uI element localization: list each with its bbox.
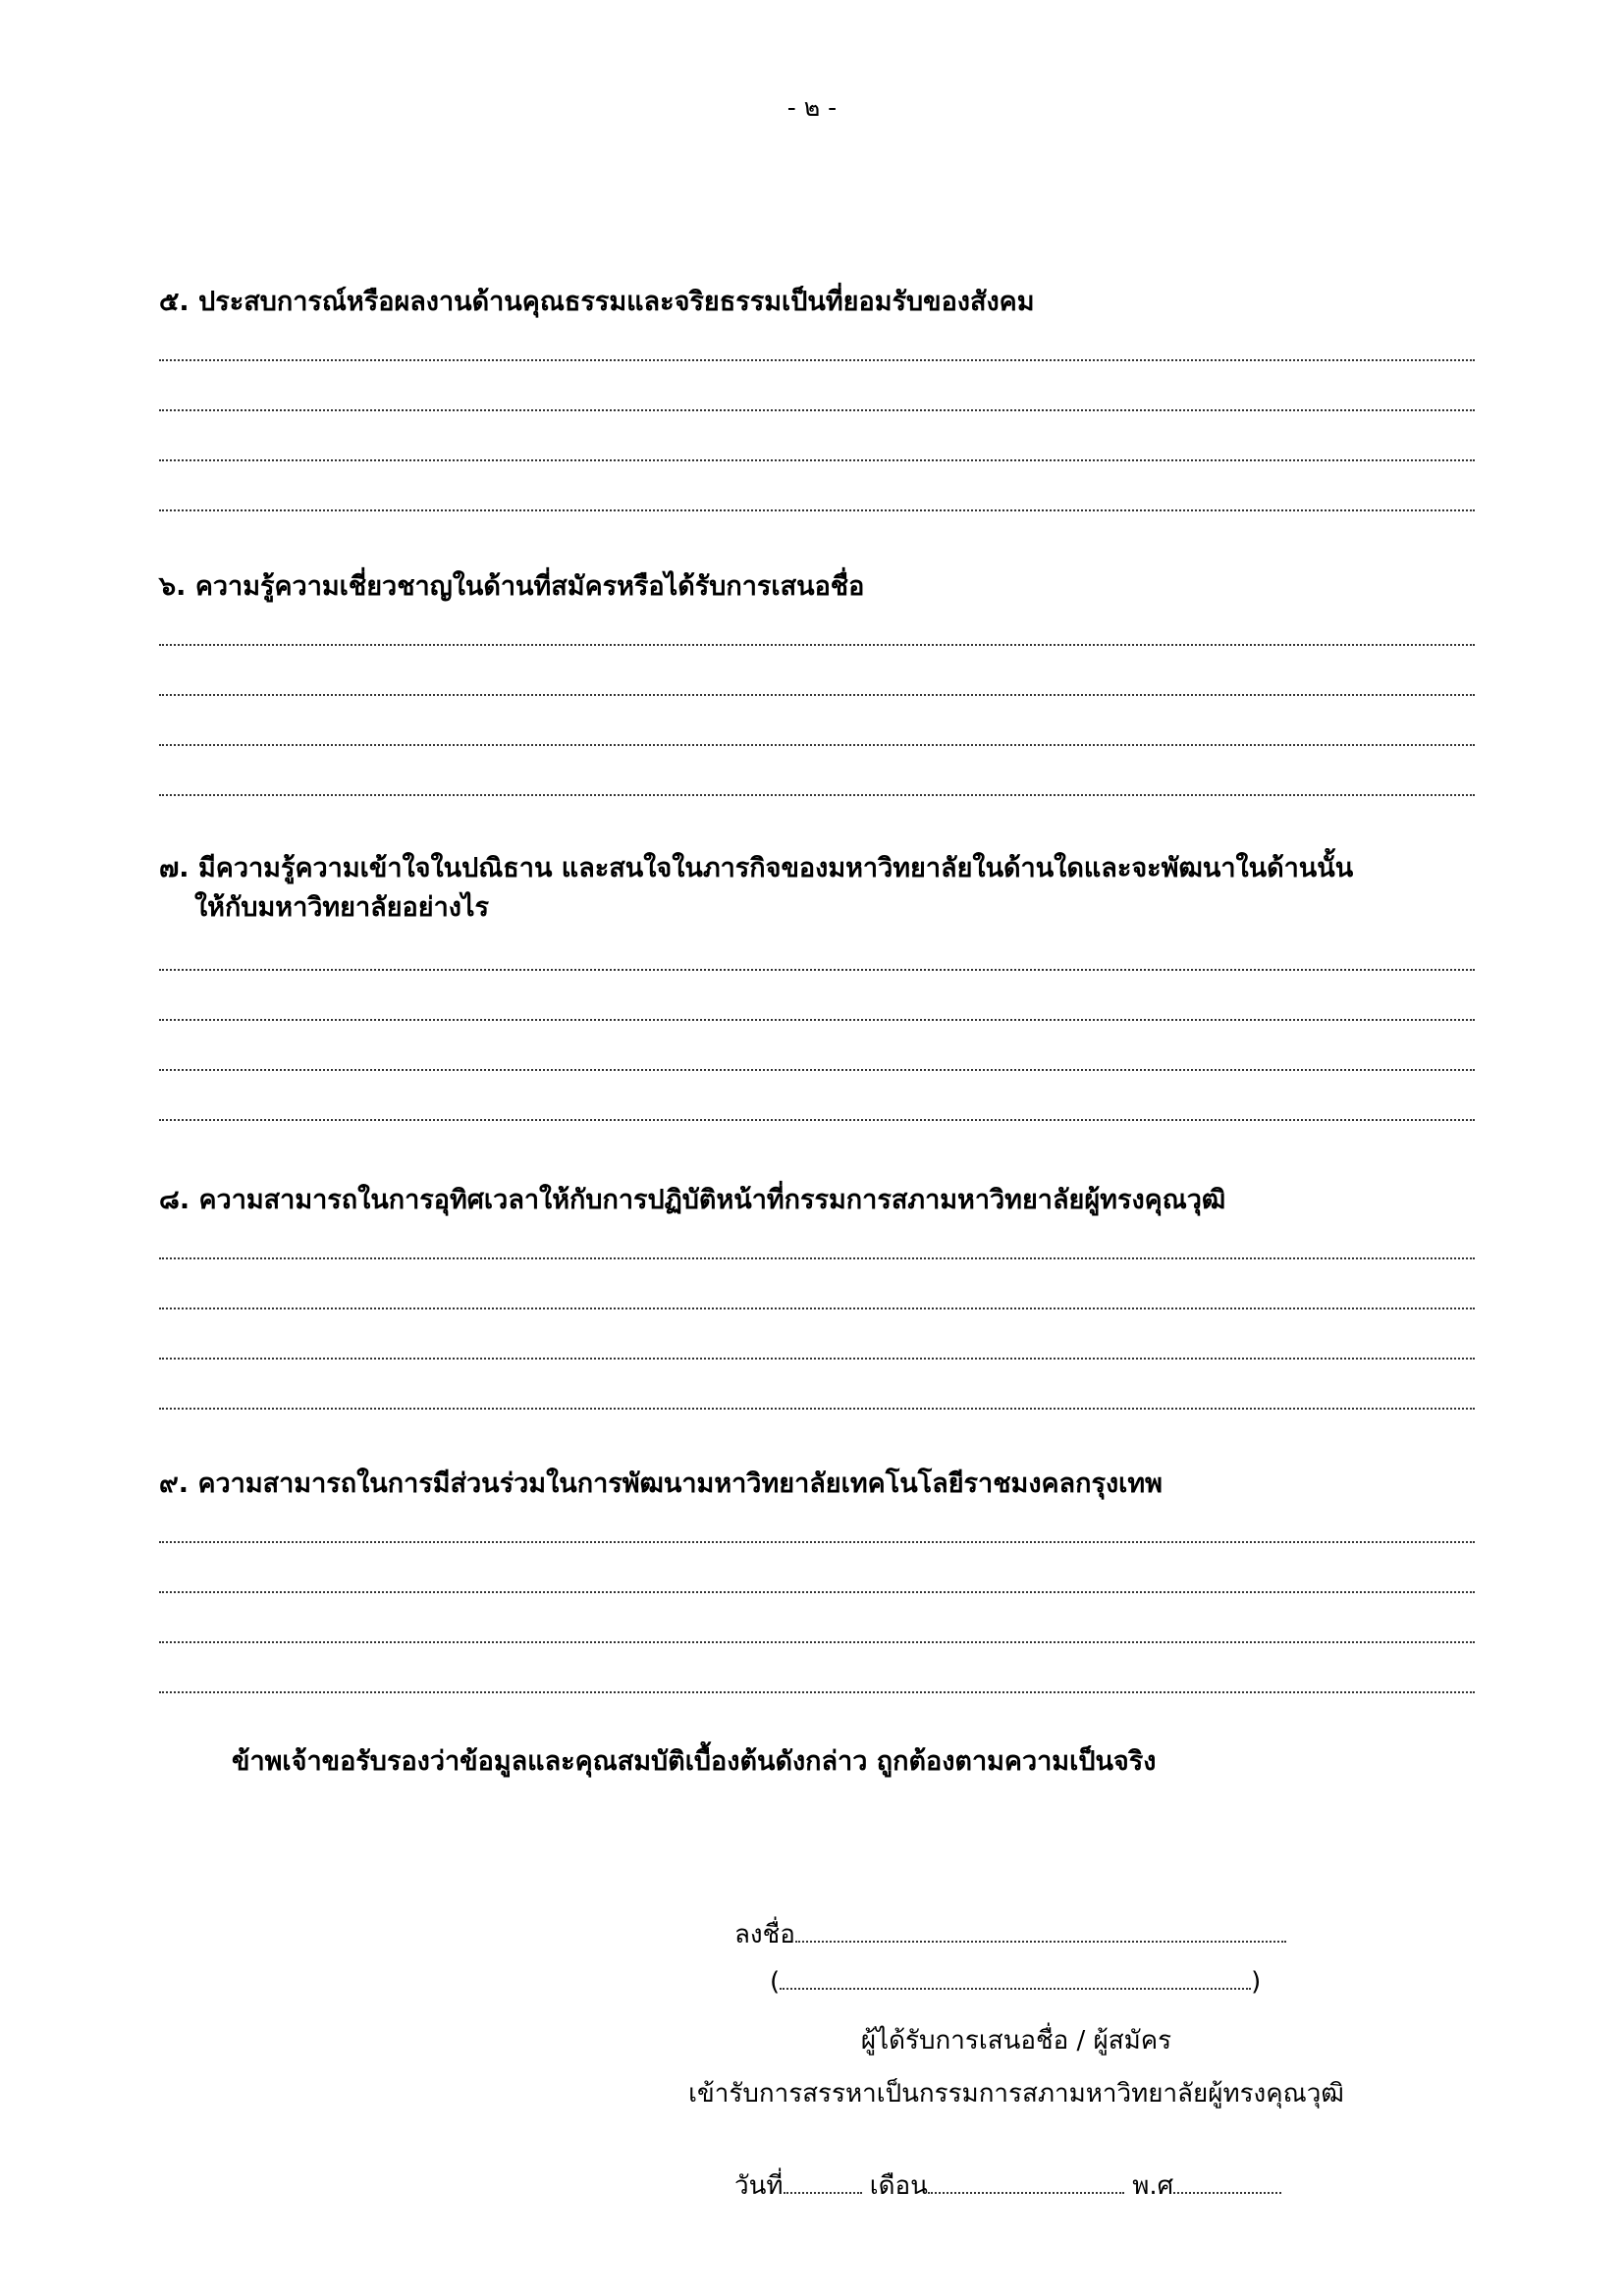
date-field[interactable] <box>784 2172 862 2194</box>
answer-line[interactable] <box>159 509 1475 511</box>
month-label: เดือน <box>869 2171 928 2201</box>
question-text: ความรู้ความเชี่ยวชาญในด้านที่สมัครหรือได้รับการเสนอชื่อ <box>194 571 865 602</box>
question-text: มีความรู้ความเข้าใจในปณิธาน และสนใจในภารกิจของมหาวิทยาลัยในด้านใดและจะพัฒนาในด้านนั้น <box>197 853 1354 883</box>
signature-line <box>734 1914 1286 1954</box>
question-number: ๗. <box>159 853 189 883</box>
question-title-continued: ให้กับมหาวิทยาลัยอย่างไร <box>194 892 489 923</box>
answer-line[interactable] <box>159 359 1475 361</box>
answer-line[interactable] <box>159 969 1475 971</box>
answer-line[interactable] <box>159 1069 1475 1071</box>
question-text: ประสบการณ์หรือผลงานด้านคุณธรรมและจริยธรรมเป็นที่ยอมรับของสังคม <box>198 287 1035 317</box>
signer-role: ผู้ได้รับการเสนอชื่อ / ผู้สมัคร <box>860 2026 1172 2056</box>
close-paren: ) <box>1251 1967 1262 1997</box>
answer-line[interactable] <box>159 409 1475 411</box>
answer-line[interactable] <box>159 459 1475 461</box>
date-label: วันที่ <box>734 2171 784 2201</box>
certification-statement: ข้าพเจ้าขอรับรองว่าข้อมูลและคุณสมบัติเบื้องต้นดังกล่าว ถูกต้องตามความเป็นจริง <box>232 1746 1157 1777</box>
answer-line[interactable] <box>159 1019 1475 1021</box>
open-paren: ( <box>770 1967 781 1997</box>
date-line <box>734 2165 1281 2206</box>
question-7 <box>159 849 1475 928</box>
question-5 <box>159 283 1475 322</box>
question-number: ๕. <box>159 287 189 317</box>
answer-line[interactable] <box>159 1691 1475 1693</box>
answer-line[interactable] <box>159 1358 1475 1360</box>
question-text: ความสามารถในการอุทิศเวลาให้กับการปฏิบัติหน้าที่กรรมการสภามหาวิทยาลัยผู้ทรงคุณวุฒิ <box>198 1185 1226 1215</box>
answer-line[interactable] <box>159 1641 1475 1643</box>
question-title <box>159 1181 1475 1220</box>
question-number: ๘. <box>159 1185 190 1215</box>
year-field[interactable] <box>1173 2172 1281 2194</box>
answer-line[interactable] <box>159 694 1475 696</box>
signature-field[interactable] <box>795 1921 1286 1943</box>
page-number: - ๒ - <box>786 93 838 122</box>
question-title <box>159 849 1475 888</box>
answer-line[interactable] <box>159 794 1475 796</box>
question-title <box>159 567 1475 607</box>
answer-line[interactable] <box>159 1257 1475 1259</box>
answer-line[interactable] <box>159 1408 1475 1410</box>
answer-line[interactable] <box>159 644 1475 646</box>
answer-line[interactable] <box>159 1119 1475 1121</box>
question-text: ความสามารถในการมีส่วนร่วมในการพัฒนามหาวิทยาลัยเทคโนโลยีราชมงคลกรุงเทพ <box>197 1468 1163 1499</box>
signer-purpose: เข้ารับการสรรหาเป็นกรรมการสภามหาวิทยาลัยผู้ทรงคุณวุฒิ <box>688 2079 1344 2109</box>
sign-label: ลงชื่อ <box>734 1920 795 1949</box>
month-field[interactable] <box>928 2172 1124 2194</box>
printed-name-line <box>770 1967 1261 1997</box>
answer-line[interactable] <box>159 1591 1475 1593</box>
question-number: ๖. <box>159 571 187 602</box>
question-title <box>159 283 1475 322</box>
year-label: พ.ศ <box>1132 2171 1174 2201</box>
question-title <box>159 1465 1475 1504</box>
printed-name-field[interactable] <box>780 1968 1251 1990</box>
question-8 <box>159 1181 1475 1220</box>
question-9 <box>159 1465 1475 1504</box>
answer-line[interactable] <box>159 1308 1475 1309</box>
answer-line[interactable] <box>159 744 1475 746</box>
answer-line[interactable] <box>159 1541 1475 1543</box>
question-number: ๙. <box>159 1468 189 1499</box>
question-6 <box>159 567 1475 607</box>
